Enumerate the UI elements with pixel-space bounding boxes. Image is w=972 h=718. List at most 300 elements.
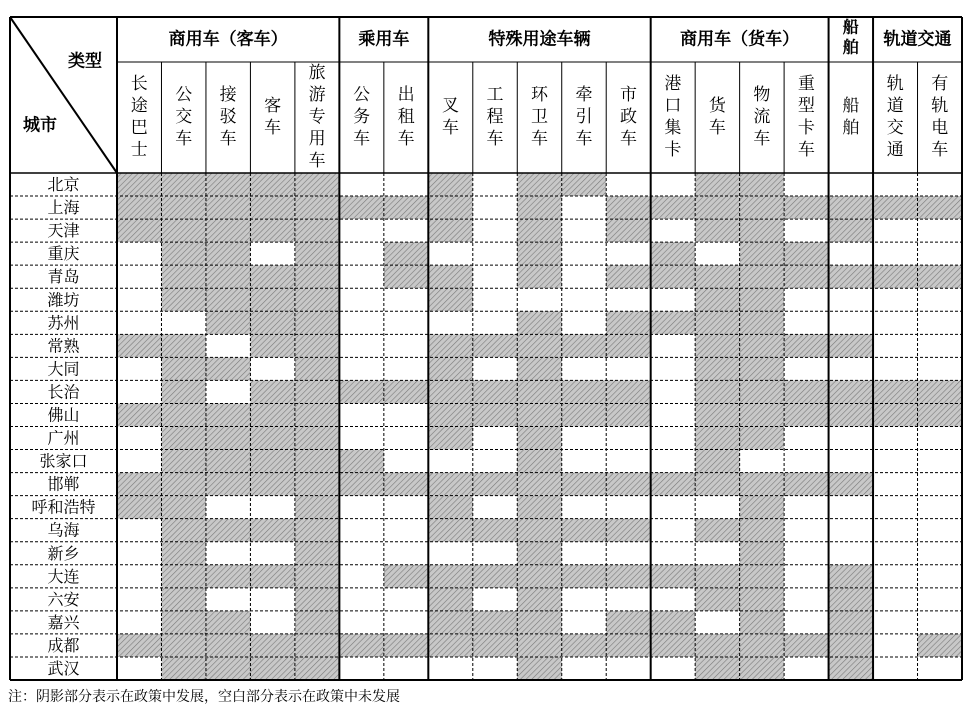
shaded-cell bbox=[250, 427, 294, 450]
column-header-char: 通 bbox=[886, 140, 904, 160]
column-header-char: 车 bbox=[575, 129, 593, 149]
shaded-cell bbox=[740, 288, 784, 311]
shaded-cell bbox=[784, 403, 828, 426]
shaded-cell bbox=[161, 657, 205, 680]
shaded-cell bbox=[651, 311, 695, 334]
shaded-cell bbox=[161, 196, 205, 219]
shaded-cell bbox=[517, 634, 561, 657]
column-header-char: 引 bbox=[575, 107, 593, 127]
shaded-cell bbox=[295, 403, 339, 426]
shaded-cell bbox=[295, 496, 339, 519]
shaded-cell bbox=[117, 173, 161, 196]
column-header-char: 重 bbox=[797, 74, 815, 94]
shaded-cell bbox=[206, 565, 250, 588]
corner-type-label: 类型 bbox=[68, 51, 102, 72]
shaded-cell bbox=[651, 242, 695, 265]
shaded-cell bbox=[206, 427, 250, 450]
shaded-cell bbox=[873, 380, 917, 403]
shaded-cell bbox=[740, 242, 784, 265]
shaded-cell bbox=[829, 634, 873, 657]
shaded-cell bbox=[117, 334, 161, 357]
shaded-cell bbox=[606, 611, 650, 634]
column-header-char: 程 bbox=[486, 107, 504, 127]
shaded-cell bbox=[339, 450, 383, 473]
group-header: 乘用车 bbox=[358, 29, 410, 50]
shaded-cell bbox=[740, 611, 784, 634]
shaded-cell bbox=[161, 450, 205, 473]
shaded-cell bbox=[384, 565, 428, 588]
column-header-char: 游 bbox=[308, 85, 326, 105]
shaded-cell bbox=[606, 219, 650, 242]
column-header-char: 卫 bbox=[531, 107, 548, 127]
column-header-char: 车 bbox=[264, 118, 282, 138]
shaded-cell bbox=[161, 219, 205, 242]
column-header-char: 租 bbox=[397, 107, 415, 127]
shaded-cell bbox=[250, 473, 294, 496]
shaded-cell bbox=[384, 634, 428, 657]
shaded-cell bbox=[695, 311, 739, 334]
column-header-char: 公 bbox=[353, 85, 371, 105]
shaded-cell bbox=[517, 311, 561, 334]
shaded-cell bbox=[517, 219, 561, 242]
shaded-cell bbox=[206, 196, 250, 219]
city-label: 大连 bbox=[47, 566, 80, 586]
column-header-char: 车 bbox=[753, 129, 771, 149]
shaded-cell bbox=[606, 565, 650, 588]
shaded-cell bbox=[517, 265, 561, 288]
shaded-cell bbox=[206, 288, 250, 311]
shaded-cell bbox=[428, 496, 472, 519]
shaded-cell bbox=[295, 334, 339, 357]
shaded-cell bbox=[117, 473, 161, 496]
shaded-cell bbox=[161, 173, 205, 196]
shaded-cell bbox=[339, 634, 383, 657]
shaded-cell bbox=[206, 611, 250, 634]
shaded-cell bbox=[651, 634, 695, 657]
column-header-char: 工 bbox=[486, 85, 504, 105]
shaded-cell bbox=[517, 334, 561, 357]
shaded-cell bbox=[695, 357, 739, 380]
shaded-cell bbox=[562, 634, 606, 657]
column-header-char: 用 bbox=[308, 129, 326, 149]
column-header-char: 接 bbox=[219, 85, 237, 105]
shaded-cell bbox=[829, 265, 873, 288]
shaded-cell bbox=[250, 565, 294, 588]
shaded-cell bbox=[161, 565, 205, 588]
shaded-cell bbox=[606, 265, 650, 288]
city-label: 成都 bbox=[47, 635, 80, 655]
city-label: 邯郸 bbox=[47, 474, 80, 494]
group-header: 轨道交通 bbox=[883, 29, 952, 50]
group-header-char: 船 bbox=[842, 17, 859, 37]
shaded-cell bbox=[517, 565, 561, 588]
shaded-cell bbox=[918, 265, 962, 288]
shaded-cell bbox=[473, 611, 517, 634]
shaded-cell bbox=[606, 311, 650, 334]
shaded-cell bbox=[829, 219, 873, 242]
shaded-cell bbox=[206, 219, 250, 242]
column-header-char: 轨 bbox=[886, 74, 904, 94]
shaded-cell bbox=[829, 611, 873, 634]
shaded-cell bbox=[873, 265, 917, 288]
group-header: 商用车（货车） bbox=[680, 29, 800, 50]
shaded-cell bbox=[384, 265, 428, 288]
shaded-cell bbox=[562, 380, 606, 403]
city-label: 北京 bbox=[47, 175, 80, 195]
column-header-char: 车 bbox=[442, 118, 460, 138]
shaded-cell bbox=[206, 311, 250, 334]
shaded-cell bbox=[295, 219, 339, 242]
shaded-cell bbox=[695, 219, 739, 242]
shaded-cell bbox=[873, 196, 917, 219]
column-header-char: 车 bbox=[397, 129, 415, 149]
shaded-cell bbox=[206, 403, 250, 426]
shaded-cell bbox=[517, 496, 561, 519]
column-header-char: 有 bbox=[931, 74, 949, 94]
shaded-cell bbox=[295, 311, 339, 334]
shaded-cell bbox=[784, 196, 828, 219]
shaded-cell bbox=[161, 357, 205, 380]
shaded-cell bbox=[295, 611, 339, 634]
column-header-char: 途 bbox=[130, 96, 148, 116]
shaded-cell bbox=[562, 403, 606, 426]
shaded-cell bbox=[117, 196, 161, 219]
shaded-cell bbox=[161, 265, 205, 288]
shaded-cell bbox=[740, 334, 784, 357]
shaded-cell bbox=[161, 288, 205, 311]
shaded-cell bbox=[918, 196, 962, 219]
shaded-cell bbox=[428, 519, 472, 542]
column-header-char: 专 bbox=[308, 107, 326, 127]
shaded-cell bbox=[517, 403, 561, 426]
shaded-cell bbox=[250, 265, 294, 288]
city-label: 张家口 bbox=[39, 451, 88, 471]
column-header-char: 卡 bbox=[664, 140, 682, 160]
column-header-char: 车 bbox=[619, 129, 637, 149]
shaded-cell bbox=[117, 496, 161, 519]
shaded-cell bbox=[695, 588, 739, 611]
shaded-cell bbox=[517, 473, 561, 496]
group-header: 特殊用途车辆 bbox=[488, 29, 591, 50]
shaded-cell bbox=[651, 473, 695, 496]
column-header-char: 卡 bbox=[797, 118, 815, 138]
shaded-cell bbox=[250, 173, 294, 196]
shaded-cell bbox=[517, 450, 561, 473]
shaded-cell bbox=[161, 611, 205, 634]
city-label: 青岛 bbox=[47, 267, 80, 287]
shaded-cell bbox=[473, 473, 517, 496]
shaded-cell bbox=[295, 565, 339, 588]
shaded-cell bbox=[562, 173, 606, 196]
shaded-cell bbox=[829, 588, 873, 611]
city-label: 武汉 bbox=[47, 658, 80, 678]
shaded-cell bbox=[250, 334, 294, 357]
shaded-cell bbox=[161, 588, 205, 611]
column-header-char: 长 bbox=[130, 74, 148, 94]
shaded-cell bbox=[740, 219, 784, 242]
city-label: 佛山 bbox=[47, 405, 80, 425]
city-label: 长治 bbox=[47, 382, 80, 402]
shaded-cell bbox=[339, 196, 383, 219]
shaded-cell bbox=[562, 565, 606, 588]
shaded-cell bbox=[606, 403, 650, 426]
column-header-char: 车 bbox=[708, 118, 726, 138]
shaded-cell bbox=[428, 403, 472, 426]
shaded-cell bbox=[295, 542, 339, 565]
shaded-cell bbox=[473, 403, 517, 426]
shaded-cell bbox=[829, 334, 873, 357]
shaded-cell bbox=[250, 311, 294, 334]
column-header-char: 舶 bbox=[842, 118, 860, 138]
shaded-cell bbox=[161, 242, 205, 265]
column-header-char: 流 bbox=[753, 107, 771, 127]
column-header-char: 轨 bbox=[931, 96, 949, 116]
column-header-char: 车 bbox=[531, 129, 548, 149]
corner-city-label: 城市 bbox=[23, 115, 57, 136]
shaded-cell bbox=[339, 473, 383, 496]
column-header-char: 牵 bbox=[575, 85, 593, 105]
shaded-cell bbox=[740, 173, 784, 196]
shaded-cell bbox=[606, 519, 650, 542]
group-header: 商用车（客车） bbox=[168, 29, 288, 50]
shaded-cell bbox=[117, 634, 161, 657]
shaded-cell bbox=[295, 657, 339, 680]
city-label: 重庆 bbox=[47, 244, 80, 264]
shaded-cell bbox=[651, 611, 695, 634]
shaded-cell bbox=[250, 196, 294, 219]
shaded-cell bbox=[918, 403, 962, 426]
shaded-cell bbox=[161, 519, 205, 542]
city-label: 潍坊 bbox=[47, 290, 80, 310]
shaded-cell bbox=[428, 173, 472, 196]
shaded-cell bbox=[206, 173, 250, 196]
column-header-char: 政 bbox=[619, 107, 637, 127]
city-label: 六安 bbox=[47, 589, 80, 609]
column-header-char: 船 bbox=[842, 96, 860, 116]
shaded-cell bbox=[695, 265, 739, 288]
column-header-char: 型 bbox=[797, 96, 815, 116]
city-label: 新乡 bbox=[47, 543, 80, 563]
shaded-cell bbox=[740, 357, 784, 380]
shaded-cell bbox=[428, 588, 472, 611]
shaded-cell bbox=[740, 427, 784, 450]
shaded-cell bbox=[740, 196, 784, 219]
shaded-cell bbox=[695, 288, 739, 311]
shaded-cell bbox=[695, 634, 739, 657]
column-header-char: 车 bbox=[353, 129, 371, 149]
column-header-char: 车 bbox=[175, 129, 193, 149]
shaded-cell bbox=[161, 473, 205, 496]
shaded-cell bbox=[339, 380, 383, 403]
shaded-cell bbox=[517, 173, 561, 196]
shaded-cell bbox=[206, 473, 250, 496]
shaded-cell bbox=[250, 219, 294, 242]
column-header-char: 车 bbox=[308, 151, 326, 171]
shaded-cell bbox=[829, 565, 873, 588]
shaded-cell bbox=[206, 657, 250, 680]
shaded-cell bbox=[428, 473, 472, 496]
shaded-cell bbox=[873, 403, 917, 426]
city-label: 广州 bbox=[47, 428, 80, 448]
shaded-cell bbox=[161, 334, 205, 357]
shaded-cell bbox=[606, 473, 650, 496]
column-header-char: 公 bbox=[175, 85, 193, 105]
shaded-cell bbox=[740, 311, 784, 334]
city-label: 常熟 bbox=[47, 336, 80, 356]
group-header-char: 舶 bbox=[842, 37, 859, 57]
shaded-cell bbox=[695, 403, 739, 426]
shaded-cell bbox=[784, 473, 828, 496]
shaded-cell bbox=[784, 265, 828, 288]
column-header-char: 务 bbox=[353, 107, 371, 127]
shaded-cell bbox=[695, 173, 739, 196]
shaded-cell bbox=[295, 634, 339, 657]
shaded-cell bbox=[295, 473, 339, 496]
shaded-cell bbox=[517, 657, 561, 680]
city-label: 乌海 bbox=[47, 520, 80, 540]
shaded-cell bbox=[161, 427, 205, 450]
column-header-char: 车 bbox=[486, 129, 504, 149]
shaded-cell bbox=[428, 288, 472, 311]
column-header-char: 车 bbox=[219, 129, 237, 149]
shaded-cell bbox=[473, 565, 517, 588]
shaded-cell bbox=[784, 242, 828, 265]
shaded-cell bbox=[295, 427, 339, 450]
shaded-cell bbox=[651, 265, 695, 288]
shaded-cell bbox=[740, 565, 784, 588]
shaded-cell bbox=[740, 403, 784, 426]
shaded-cell bbox=[295, 588, 339, 611]
shaded-cell bbox=[473, 634, 517, 657]
shaded-cell bbox=[250, 519, 294, 542]
column-header-char: 驳 bbox=[219, 107, 237, 127]
shaded-cell bbox=[829, 657, 873, 680]
shaded-cell bbox=[829, 380, 873, 403]
shaded-cell bbox=[428, 334, 472, 357]
shaded-cell bbox=[384, 242, 428, 265]
shaded-cell bbox=[695, 380, 739, 403]
corner-diagonal bbox=[10, 17, 117, 173]
shaded-cell bbox=[517, 588, 561, 611]
shaded-cell bbox=[250, 450, 294, 473]
shaded-cell bbox=[206, 242, 250, 265]
legend-note: 注：阴影部分表示在政策中发展，空白部分表示在政策中未发展 bbox=[8, 689, 400, 705]
shaded-cell bbox=[740, 380, 784, 403]
shaded-cell bbox=[606, 334, 650, 357]
shaded-cell bbox=[295, 265, 339, 288]
city-label: 上海 bbox=[47, 198, 80, 218]
column-header-char: 士 bbox=[130, 140, 148, 160]
shaded-cell bbox=[428, 427, 472, 450]
shaded-cell bbox=[829, 473, 873, 496]
shaded-cell bbox=[295, 173, 339, 196]
shaded-cell bbox=[384, 196, 428, 219]
shaded-cell bbox=[206, 519, 250, 542]
shaded-cell bbox=[295, 357, 339, 380]
shaded-cell bbox=[250, 634, 294, 657]
shaded-cell bbox=[384, 380, 428, 403]
shaded-cell bbox=[695, 450, 739, 473]
column-header-char: 集 bbox=[664, 118, 682, 138]
shaded-cell bbox=[740, 657, 784, 680]
column-header-char: 货 bbox=[708, 96, 726, 116]
shaded-cell bbox=[161, 403, 205, 426]
column-header-char: 出 bbox=[397, 85, 415, 105]
shaded-cell bbox=[428, 565, 472, 588]
shaded-cell bbox=[161, 542, 205, 565]
city-label: 苏州 bbox=[47, 313, 80, 333]
shaded-cell bbox=[161, 634, 205, 657]
shaded-cell bbox=[517, 519, 561, 542]
shaded-cell bbox=[740, 542, 784, 565]
shaded-cell bbox=[295, 242, 339, 265]
shaded-cell bbox=[517, 380, 561, 403]
shaded-cell bbox=[695, 657, 739, 680]
shaded-cell bbox=[606, 196, 650, 219]
shaded-cell bbox=[740, 473, 784, 496]
column-header-char: 港 bbox=[664, 74, 682, 94]
column-header-char: 市 bbox=[619, 85, 637, 105]
shaded-cell bbox=[473, 380, 517, 403]
column-header-char: 客 bbox=[264, 96, 282, 116]
shaded-cell bbox=[250, 403, 294, 426]
shaded-cell bbox=[695, 473, 739, 496]
shaded-cell bbox=[206, 634, 250, 657]
shaded-cell bbox=[784, 334, 828, 357]
shaded-cell bbox=[784, 634, 828, 657]
shaded-cell bbox=[784, 380, 828, 403]
shaded-cell bbox=[740, 588, 784, 611]
shaded-cell bbox=[918, 634, 962, 657]
shaded-cell bbox=[295, 288, 339, 311]
column-header-char: 车 bbox=[931, 140, 949, 160]
shaded-cell bbox=[250, 288, 294, 311]
column-header-char: 交 bbox=[886, 118, 904, 138]
shaded-cell bbox=[740, 496, 784, 519]
shaded-cell bbox=[740, 265, 784, 288]
shaded-cell bbox=[695, 519, 739, 542]
shaded-cell bbox=[651, 565, 695, 588]
shaded-cell bbox=[206, 450, 250, 473]
shaded-cell bbox=[428, 611, 472, 634]
shaded-cell bbox=[695, 427, 739, 450]
shaded-cell bbox=[384, 473, 428, 496]
shaded-cell bbox=[295, 196, 339, 219]
column-header-char: 旅 bbox=[308, 63, 326, 83]
shaded-cell bbox=[918, 380, 962, 403]
shaded-cell bbox=[206, 357, 250, 380]
shaded-cell bbox=[740, 519, 784, 542]
shaded-cell bbox=[695, 565, 739, 588]
column-header-char: 道 bbox=[886, 96, 904, 116]
city-label: 大同 bbox=[47, 359, 80, 379]
shaded-cell bbox=[428, 265, 472, 288]
shaded-cell bbox=[473, 334, 517, 357]
shaded-cell bbox=[428, 196, 472, 219]
city-label: 天津 bbox=[47, 221, 80, 241]
city-label: 嘉兴 bbox=[47, 612, 80, 632]
column-header-char: 交 bbox=[175, 107, 193, 127]
shaded-cell bbox=[517, 357, 561, 380]
shaded-cell bbox=[250, 657, 294, 680]
shaded-cell bbox=[428, 357, 472, 380]
column-header-char: 物 bbox=[753, 85, 771, 105]
shaded-cell bbox=[428, 634, 472, 657]
shaded-cell bbox=[695, 196, 739, 219]
column-header-char: 口 bbox=[664, 96, 682, 116]
shaded-cell bbox=[517, 542, 561, 565]
shaded-cell bbox=[161, 496, 205, 519]
